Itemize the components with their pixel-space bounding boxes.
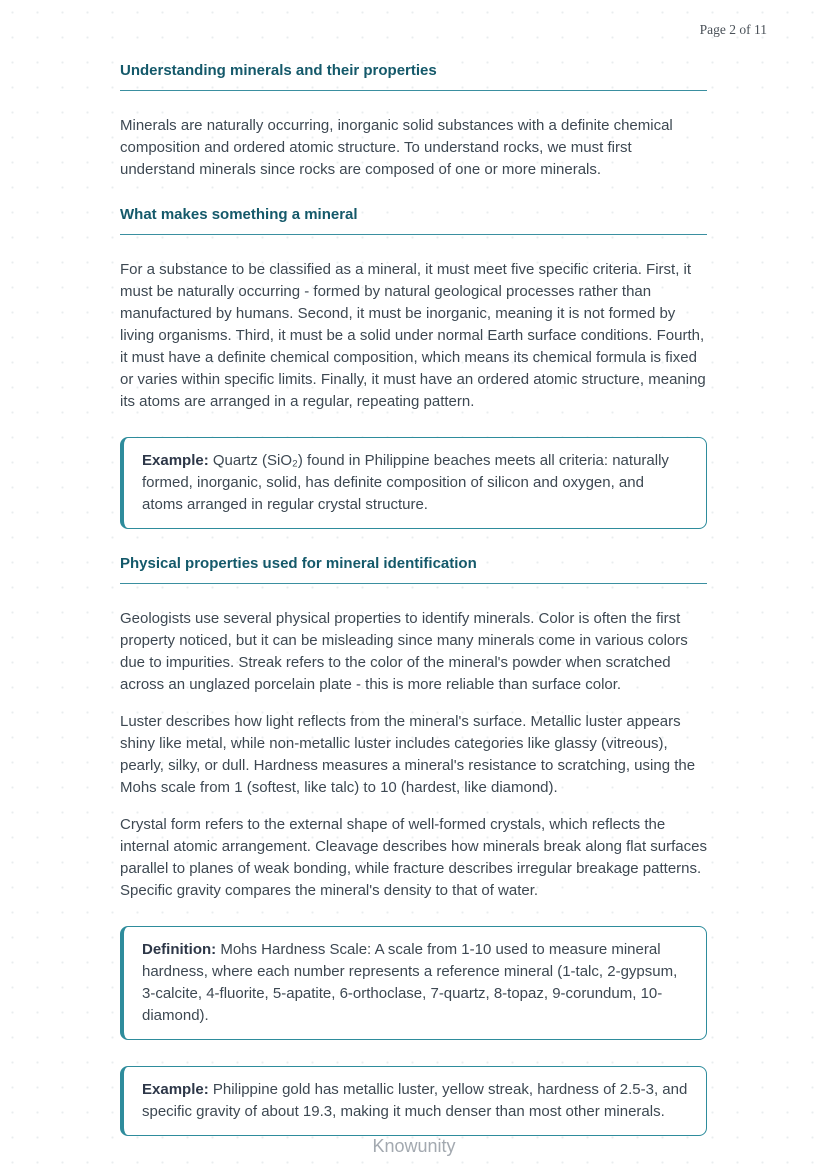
section-heading-what-makes-mineral: What makes something a mineral xyxy=(120,206,707,235)
example-box-philippine-gold xyxy=(120,1066,707,1136)
paragraph: Crystal form refers to the external shape of well-formed crystals, which reflects the internal atomic arrangement. Cleavage describes how minerals break along flat surfaces parallel to planes of weak bonding, while fracture describes irregular breakage patterns. Specific gravity compares the mineral's density to that of water. xyxy=(120,816,707,899)
callout-text xyxy=(142,450,688,516)
callout-body: Philippine gold has metallic luster, yellow streak, hardness of 2.5-3, and specific gravity of about 19.3, making it much denser than most other minerals. xyxy=(142,1081,688,1120)
section-physical-properties xyxy=(120,555,707,1136)
section-heading-understanding-minerals: Understanding minerals and their properties xyxy=(120,62,707,91)
section-what-makes-mineral xyxy=(120,206,707,529)
callout-body: Mohs Hardness Scale: A scale from 1-10 used to measure mineral hardness, where each number represents a reference mineral (1-talc, 2-gypsum, 3-calcite, 4-fluorite, 5-apatite, 6-orthoclase, 7-quartz, 8-topaz, 9-corundum, 10-diamond). xyxy=(142,941,678,1024)
footer-brand: Knowunity xyxy=(372,1136,456,1156)
page-indicator: Page 2 of 11 xyxy=(699,22,767,37)
document-content xyxy=(120,0,707,1136)
callout-label: Example: xyxy=(142,452,209,469)
paragraph: Minerals are naturally occurring, inorganic solid substances with a definite chemical composition and ordered atomic structure. To understand rocks, we must first understand minerals since rocks are composed of one or more minerals. xyxy=(120,117,673,178)
paragraph: Luster describes how light reflects from the mineral's surface. Metallic luster appears shiny like metal, while non-metallic luster includes categories like glassy (vitreous), pearly, silky, or dull. Hardness measures a mineral's resistance to scratching, using the Mohs scale from 1 (softest, like talc) to 10 (hardest, like diamond). xyxy=(120,713,696,796)
callout-text xyxy=(142,1079,688,1123)
section-heading-physical-properties: Physical properties used for mineral identification xyxy=(120,555,707,584)
example-box-quartz xyxy=(120,437,707,529)
paragraph: For a substance to be classified as a mineral, it must meet five specific criteria. First, it must be naturally occurring - formed by natural geological processes rather than manufactured by humans. Second, it must be inorganic, meaning it is not formed by living organisms. Third, it must be a solid under normal Earth surface conditions. Fourth, it must have a definite chemical composition, which means its chemical formula is fixed or varies within specific limits. Finally, it must have an ordered atomic structure, meaning its atoms are arranged in a regular, repeating pattern. xyxy=(120,261,706,410)
paragraph: Geologists use several physical properties to identify minerals. Color is often the first property noticed, but it can be misleading since many minerals come in various colors due to impurities. Streak refers to the color of the mineral's powder when scratched across an unglazed porcelain plate - this is more reliable than surface color. xyxy=(120,610,688,693)
callout-label: Example: xyxy=(142,1081,209,1098)
section-understanding-minerals xyxy=(120,62,707,181)
callout-label: Definition: xyxy=(142,941,217,958)
callout-body: Quartz (SiO₂) found in Philippine beaches meets all criteria: naturally formed, inorganic, solid, has definite composition of silicon and oxygen, and atoms arranged in regular crystal structure. xyxy=(142,452,669,513)
definition-box-mohs-scale xyxy=(120,926,707,1040)
callout-text xyxy=(142,939,688,1027)
